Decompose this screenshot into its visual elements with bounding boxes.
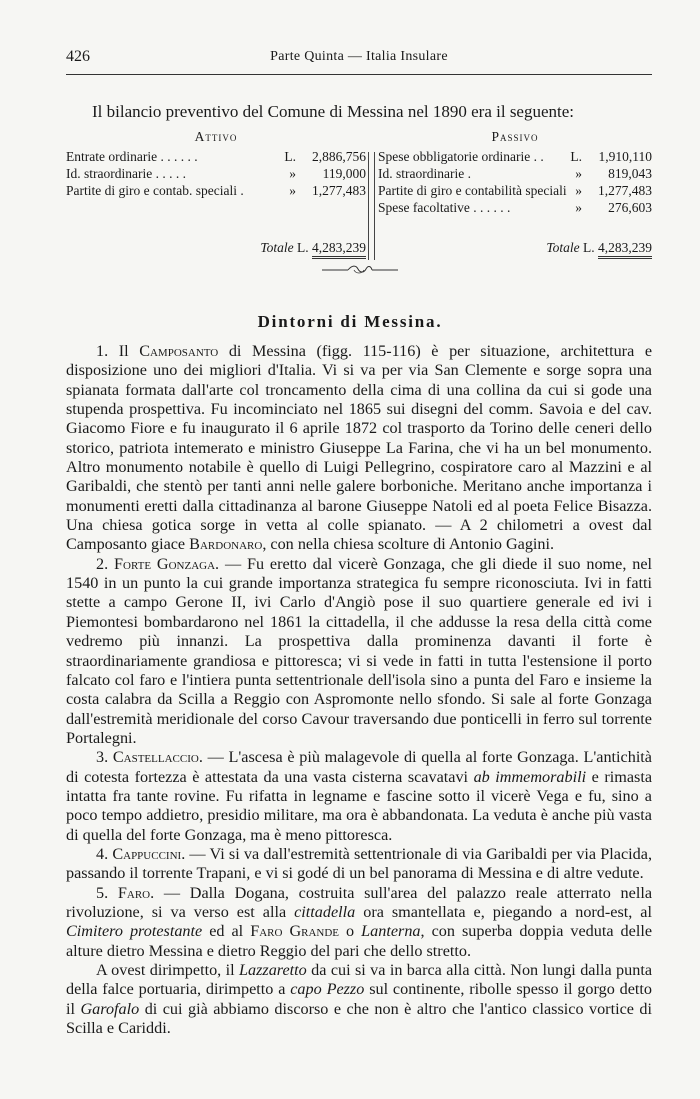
section-title: Dintorni di Messina. [257,312,443,331]
text-run: 5. [96,883,118,902]
passivo-heading: Passivo [491,129,539,144]
total-amount: 4,283,239 [312,240,366,259]
italic-term: Lanterna [361,922,421,941]
row-currency: » [575,183,582,198]
place-name: Faro [117,883,151,902]
text-run: ora smantellata e, piegando a nord-est, al [355,902,652,921]
place-name: Castellaccio [112,748,199,767]
text-run: o [339,922,362,941]
row-currency: » [575,166,582,181]
italic-term: Cimitero protestante [66,922,203,941]
paragraph-camposanto [66,342,652,555]
total-amount: 4,283,239 [598,240,652,259]
passivo-row [378,182,652,199]
attivo-row [66,148,366,165]
row-amount: 1,277,483 [598,183,652,198]
total-label: Totale [546,240,580,255]
row-label: Partite di giro e contab. speciali . [66,183,244,198]
text-run: sul continente, ribolle spesso il gorgo detto il [66,980,653,1018]
text-run: 3. [96,748,113,767]
total-label: Totale [260,240,294,255]
passivo-total [546,238,652,260]
running-title: Parte Quinta — Italia Insulare [270,49,448,64]
row-currency: L. [570,149,582,164]
place-name: Cappuccini [112,844,182,863]
attivo-column [66,126,366,260]
italic-term: capo Pezzo [290,980,365,999]
attivo-heading: Attivo [194,129,238,144]
text-run: , con nella chiesa scolture di Antonio Gagini. [262,535,555,554]
passivo-row [378,148,652,165]
text-run: . — Dalla Dogana, costruita sull'area del palazzo reale atterrato nella rivoluzione, si va verso est alla [66,883,653,921]
text-run: 4. [96,844,113,863]
attivo-row [66,182,366,199]
text-run: 2. [96,554,114,573]
place-name: Forte Gonzaga [114,554,216,573]
row-currency: L. [284,149,296,164]
column-separator [368,152,375,260]
text-run: e rimasta intatta fra tante rovine. Fu rifatta in legname e fascine sotto il vicerè Vega e fu, sino a poco tempo addietro, presidio militare, ma ora è abbandonata. La veduta è anche più vasta di quella del forte Gonzaga, ma è meno pittoresca. [66,767,653,844]
row-amount: 119,000 [322,166,366,181]
text-run: ed al [202,922,251,941]
row-label: Spese obbligatorie ordinarie . . [378,149,544,164]
text-run: . — Fu eretto dal vicerè Gonzaga, che gli diede il suo nome, nel 1540 in un punto la cui grande importanza strategica fu sempre riconosciuta. Ivi in fatti stette a campo Gerone II, ivi Carlo d'Angiò pose il suo quartiere generale ed ivi i Piemontesi bombardarono nel 1861 la cittadella, il che addusse la resa della città come vedremo più innanzi. La prospettiva dalla prominenza davanti il forte è straordinariamente grandiosa e pittoresca; vi si vede in fatti in tutta l'estensione il porto falcato col faro e l'intiera punta settentrionale dell'isola sino a punta del Faro e insieme la costa calabra da Scilla a Reggio con Aspromonte nello sfondo. Si sale al forte Gonzaga dall'estremità meridionale del corso Cavour traversando due ponticelli in ferro sul torrente Portalegni. [66,554,652,747]
total-currency: L. [297,240,309,255]
page-number: 426 [66,48,90,65]
place-name: Bardonaro [189,535,263,554]
header-rule [66,74,652,75]
text-run: , con superba doppia veduta delle alture dietro Messina e dietro Reggio del pari che dello stretto. [66,922,653,960]
budget-table [66,126,652,260]
text-run: 1. Il [96,342,140,360]
italic-term: ab immemorabili [473,767,587,786]
row-currency: » [289,183,296,198]
paragraph-castellaccio [66,748,652,845]
paragraph-cappuccini [66,845,652,884]
row-amount: 276,603 [608,200,652,215]
row-label: Partite di giro e contabilità speciali [378,183,567,198]
section-ornament [320,263,400,275]
place-name: Camposanto [139,342,219,360]
budget-intro: Il bilancio preventivo del Comune di Messina nel 1890 era il seguente: [92,102,575,121]
italic-term: Lazzaretto [239,961,307,979]
body-text [66,342,652,1038]
row-amount: 1,277,483 [312,183,366,198]
row-currency: » [575,200,582,215]
row-amount: 819,043 [608,166,652,181]
page-header [66,48,652,72]
italic-term: Garofalo [80,999,140,1018]
passivo-row [378,165,652,182]
text-run: da cui si va in barca alla città. Non lungi dalla punta della falce portuaria, dirimpetto a [66,961,653,999]
attivo-total [260,238,366,260]
row-label: Id. straordinarie . [378,166,471,181]
paragraph-faro [66,884,652,961]
text-run: di cui già abbiamo discorso e che non è altro che l'antico classico vortice di Scilla e Cariddi. [66,999,652,1038]
total-currency: L. [583,240,595,255]
text-run: di Messina (figg. 115-116) è per situazione, architettura e disposizione uno dei migliori d'Italia. Vi si va per via San Clemente e sorge sopra una spianata formata dall'arte col troncamento della cima di una collina da cui si gode una stupenda prospettiva. Fu incominciato nel 1865 sui disegni del comm. Savoia e del cav. Giacomo Fiore e fu inaugurato il 6 aprile 1872 col trasporto da Torino delle ceneri dello storico, patriota intemerato e ministro Giuseppe La Farina, che vi ha un bel monumento. Altro monumento notabile è quello di Luigi Pellegrino, cospiratore caro al Mazzini e al Garibaldi, che stentò per tanti anni nelle galere borboniche. Meritano anche importanza i monumenti eretti dalla cittadinanza al barone Giuseppe Natoli ed al poeta Felice Bisazza. Una chiesa gotica sorge in vetta al colle spianato. — A 2 chilometri a ovest dal Camposanto giace [66,342,653,554]
text-run: . — Vi si va dall'estremità settentrionale di via Garibaldi per via Placida, passando il torrente Trapani, e vi si godé di un bel panorama di Messina e di altre vedute. [66,844,652,883]
row-label: Spese facoltative . . . . . . [378,200,511,215]
passivo-column [378,126,652,260]
text-run: . — L'ascesa è più malagevole di quella al forte Gonzaga. L'antichità di cotesta fortezza è attestata da una vasta cisterna scavatavi [66,748,652,786]
row-amount: 1,910,110 [598,149,652,164]
italic-term: cittadella [294,902,356,921]
row-currency: » [289,166,296,181]
place-name: Faro Grande [250,922,340,941]
passivo-row [378,199,652,216]
text-run: A ovest dirimpetto, il [96,961,239,979]
attivo-row [66,165,366,182]
paragraph-lazzaretto [66,961,652,1038]
row-amount: 2,886,756 [312,149,366,164]
paragraph-forte-gonzaga [66,555,652,748]
row-label: Entrate ordinarie . . . . . . [66,149,198,164]
row-label: Id. straordinarie . . . . . [66,166,186,181]
